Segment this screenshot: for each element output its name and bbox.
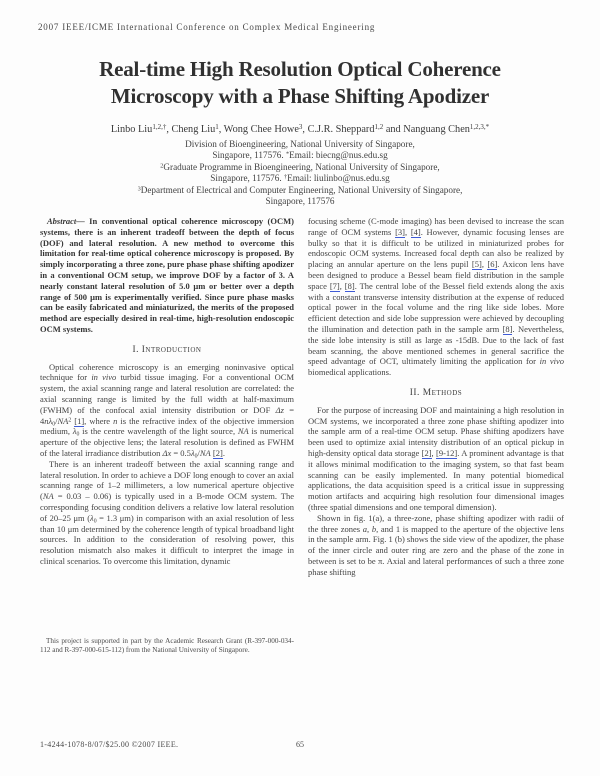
text-segment: . Nevertheless, the side lobe intensity is still as large as -15dB. Due to the lack of fast beam scanning, the above mentioned schemes in general sacrifice the speed advantage of OCT, ultimately limiting the application for [308,323,564,367]
text-segment: NA [42,491,54,502]
text-segment: λ [190,447,195,458]
citation-link[interactable]: [7] [329,280,340,291]
text-segment: in vivo [539,356,564,367]
text-segment: . The central lobe of the Bessel field extends along the axis with a constant transverse intensity distribution at the expense of reduced optical power in the focal volume and the ring like side lobes. More efficient detection and side lobe suppression were achieved by decoupling the illumination and detection path in the sample arm [308,280,565,334]
text-segment: 0 [93,518,97,525]
text-segment: Shown in fig. 1(a), a three-zone, phase shifting apodizer with radii of the three zones [308,512,564,534]
text-segment: 1,2,3,* [469,123,490,132]
text-segment: Singapore, 117576. [210,173,284,184]
text-segment: biomedical applications. [308,367,392,378]
text-segment: , [404,226,411,237]
affiliation-line [0,162,600,173]
section-heading-introduction: I. Introduction [132,344,202,355]
text-segment: † [283,173,288,181]
text-segment: 1,2 [374,123,384,132]
text-segment: 0 [76,431,80,438]
text-segment: 3 [137,185,141,193]
text-segment: Singapore, 117576. [212,150,286,161]
text-segment: turbid tissue imaging. For a conventional OCM system, the axial scanning range and lateral resolution are correlated: the axial scanning range is limited by the full width at half-maximum (FWHM) of the confocal axial intensity distribution or DOF [40,372,294,415]
body-paragraph [308,216,564,378]
text-segment: 1,2,† [152,123,167,132]
text-segment: In conventional optical coherence microscopy (OCM) systems, there is an inherent tradeoff between the depth of focus (DOF) and lateral resolution. A new method to overcome this limitation for real-time optical coherence microscopy is proposed. By simply incorporating a three zone, pure phase phase shifting apodizer in a conventional OCM setup, we improve DOF by a factor of 3. A nearly constant lateral resolution of 5.0 μm or better over a depth range of 500 μm is experimentally verified. Since pure phase masks can be easily fabricated and miniaturized, the merits of the proposed method are especially desired in real-time, high-resolution endoscopic OCM systems. [40,216,294,334]
citation-link[interactable]: [2] [212,447,223,458]
text-segment: NA [57,415,69,426]
text-segment: Email: liulinbo@nus.edu.sg [287,173,390,184]
affiliation-line [0,196,600,207]
body-paragraph [40,459,294,567]
affiliation-line [0,139,600,150]
section-heading-methods: II. Methods [409,387,463,398]
text-segment: a [362,523,368,534]
text-segment: 3 [298,123,303,132]
text-segment: Linbo Liu [110,124,153,135]
paper-title-line1: Real-time High Resolution Optical Coherence [99,57,501,81]
citation-link[interactable]: [2] [421,447,432,458]
citation-link[interactable]: [3] [395,226,405,237]
text-segment: . A prominent advantage is that it allows minimal modification to the imaging system, so that fast beam scanning can be easily implemented. In many potential biomedical applications, the data acquisition speed is a critical issue in suppressing motion artifacts and acquiring high resolution four dimensional images (three spatial dimensions and one temporal dimension). [308,447,564,512]
text-segment: λ [72,426,77,437]
text-segment: , [481,259,488,270]
left-column [40,216,294,567]
paper-title-line2: Microscopy with a Phase Shifting Apodizer [110,84,490,108]
text-segment: Optical coherence microscopy is an emerging noninvasive optical technique for [40,361,294,383]
text-segment: / [197,447,200,458]
affiliation-line [0,185,600,196]
text-segment: * [286,150,290,158]
text-segment: is numerical aperture of the objective lens; the lateral resolution is defined as FWHM of the lateral irradiance distribution [40,426,294,458]
text-segment: 1 [215,123,219,132]
affiliation-line [0,150,600,161]
text-segment: n [113,415,118,426]
text-segment: Department of Electrical and Computer Engineering, National University of Singapore, [140,184,463,195]
text-segment: . However, dynamic focusing lenses are bulky so that it is difficult to be utilized in miniaturized probes for endoscopic OCM systems. Increased focal depth can also be realized by placing an annular aperture on the lens pupil [308,226,564,270]
text-segment: 2 [160,162,164,170]
citation-link[interactable]: [8] [344,280,355,291]
text-segment: , [339,280,345,291]
text-segment: Singapore, 117576 [265,196,335,207]
citation-link[interactable]: [5] [471,259,482,270]
text-segment: Abstract— [47,216,85,226]
body-paragraph [40,362,294,459]
text-segment: = 1.3 μm) in comparison with an axial resolution of less than 10 μm determined by the coherence length of typical broadband light sources. In addition to the consideration of resolving power, this resolution mismatch also makes it difficult to interpret the image in clinical scenarios. To overcome this limitation, dynamic [40,512,294,566]
text-segment: = 4 [40,404,294,426]
conference-header: 2007 IEEE/ICME International Conference on Complex Medical Engineering [38,22,376,32]
text-segment: in vivo [91,372,117,383]
text-segment: Δz [275,404,284,415]
text-segment: , and 1 is mapped to the aperture of the objective lens in the sample arm. Fig. 1 (b) shows the side view of the apodizer, the phase of the inner circle and outer ring are zero and the phase of the zone in between is set to be π. Axial and lateral performances of such a three zone phase shifting [308,523,565,577]
text-segment: , Cheng Liu [166,124,216,135]
text-segment: λ [90,512,94,523]
text-segment: = 0.5 [171,447,191,458]
text-segment: Δx [162,447,172,458]
text-segment: NA [237,426,249,437]
funding-footnote: This project is supported in part by the Academic Research Grant (R-397-000-034-112 and R-397-000-615-112) from the National University of Singapore. [40,637,294,654]
body-paragraph [308,405,564,513]
affiliation-line [0,173,600,184]
text-segment: , [431,447,436,458]
text-segment: is the refractive index of the objective immersion medium, [40,415,295,437]
text-segment: and Nanguang Chen [383,124,470,135]
text-segment: Division of Bioengineering, National University of Singapore, [185,139,415,149]
text-segment: / [55,415,58,426]
citation-link[interactable]: [1] [74,415,85,426]
text-segment: , where [84,415,114,426]
citation-link[interactable]: [6] [487,259,498,270]
text-segment: NA [199,447,211,458]
text-segment: , Wong Chee Howe [218,124,299,135]
copyright-notice: 1-4244-1078-8/07/$25.00 ©2007 IEEE. [40,740,179,749]
abstract-paragraph [40,216,294,335]
affiliations-block [0,139,600,207]
text-segment: . Axicon lens have been designed to produce a Bessel beam field distribution in the sample space [308,259,565,291]
page-number: 65 [296,740,304,749]
citation-link[interactable]: [4] [410,226,421,237]
text-segment: Email: biecng@nus.edu.sg [289,150,388,161]
text-segment: . [222,447,225,458]
text-segment: = 0.03 – 0.06) is typically used in a B-mode OCM system. The corresponding focusing condition delivers a relative low lateral resolution of 20–25 μm ( [40,491,294,523]
paper-title [20,56,580,110]
text-segment: 0 [194,453,198,460]
text-segment: nλ [44,415,53,426]
text-segment: focusing scheme (C-mode imaging) has been devised to increase the scan range of OCM systems [308,216,564,237]
text-segment: b [371,523,377,534]
text-segment: Graduate Programme in Bioengineering, National University of Singapore, [163,161,440,172]
body-paragraph [308,513,564,578]
right-column [308,216,564,578]
text-segment: There is an inherent tradeoff between the axial scanning range and lateral resolution. In order to achieve a DOF long enough to cover an axial scanning range of 1–2 millimeters, a low numerical aperture objective ( [40,458,294,502]
text-segment: 0 [52,420,56,427]
citation-link[interactable]: [8] [502,323,513,334]
author-byline [0,124,600,135]
text-segment: is the centre wavelength of the light source, [79,426,238,437]
text-segment: 2 [68,417,72,424]
citation-link[interactable]: [9-12] [436,447,458,458]
text-segment: For the purpose of increasing DOF and maintaining a high resolution in OCM systems, we incorporated a three zone phase shifting apodizer into the sample arm of a real-time OCM setup. Phase shifting apodizers have been used to optimize axial intensity distribution of an optical pickup in high-density optical data storage [308,404,564,458]
text-segment: , [367,523,372,534]
text-segment: , C.J.R. Sheppard [302,124,375,135]
